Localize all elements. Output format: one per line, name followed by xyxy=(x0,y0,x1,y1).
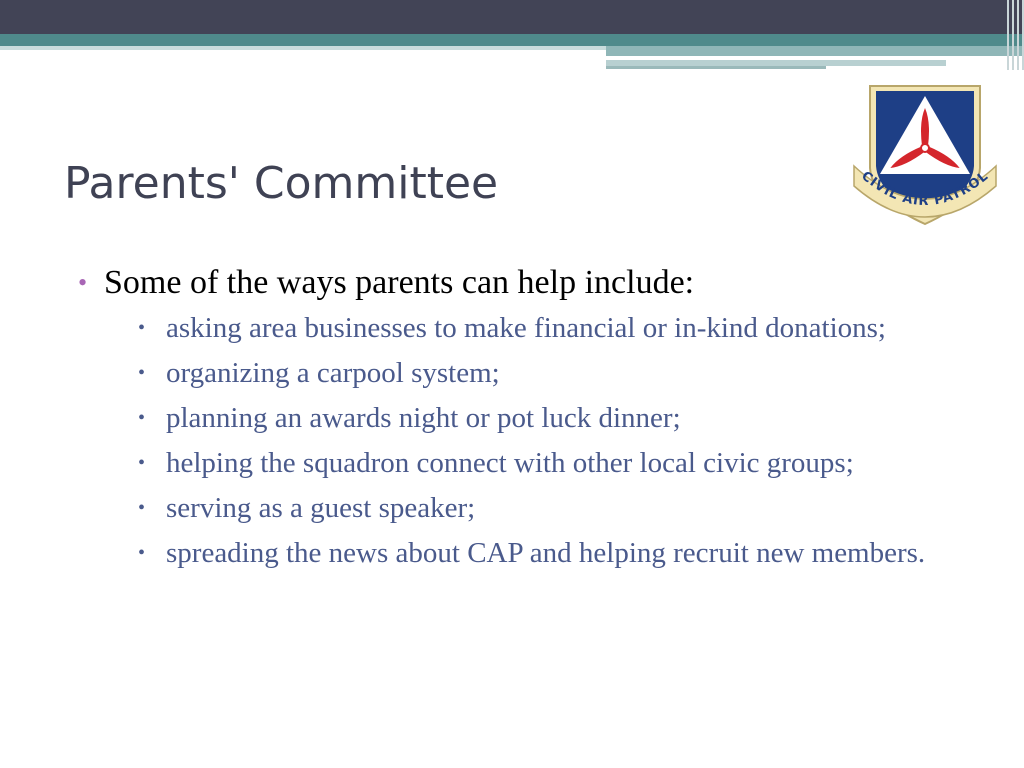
list-item: • spreading the news about CAP and helping recruit new members. xyxy=(136,533,958,574)
list-item: • planning an awards night or pot luck dinner; xyxy=(136,398,958,439)
bullet-icon: • xyxy=(138,407,146,429)
accent-band xyxy=(0,34,1024,46)
list-item: • asking area businesses to make financial or in-kind donations; xyxy=(136,308,958,349)
svg-text:CIVIL AIR PATROL: CIVIL AIR PATROL xyxy=(858,168,992,210)
sub-bullet-list xyxy=(136,308,958,574)
slide-body xyxy=(78,262,958,578)
bullet-icon: • xyxy=(138,317,146,339)
list-item: • helping the squadron connect with other local civic groups; xyxy=(136,443,958,484)
list-item: • serving as a guest speaker; xyxy=(136,488,958,529)
slide-title: Parents' Committee xyxy=(64,158,499,209)
accent-band-light xyxy=(0,46,606,50)
main-bullet xyxy=(78,262,958,304)
bullet-icon: • xyxy=(138,452,146,474)
decorative-lines xyxy=(1000,0,1024,70)
accent-stripe xyxy=(606,66,826,69)
bullet-icon: • xyxy=(138,362,146,384)
accent-stripe xyxy=(606,46,1024,56)
main-bullet-text: Some of the ways parents can help include: xyxy=(104,264,695,301)
list-item: • organizing a carpool system; xyxy=(136,353,958,394)
bullet-icon: • xyxy=(138,497,146,519)
bullet-icon: • xyxy=(138,542,146,564)
bullet-icon: • xyxy=(78,268,88,297)
civil-air-patrol-shield-icon xyxy=(852,82,998,230)
header-bar xyxy=(0,0,1024,34)
